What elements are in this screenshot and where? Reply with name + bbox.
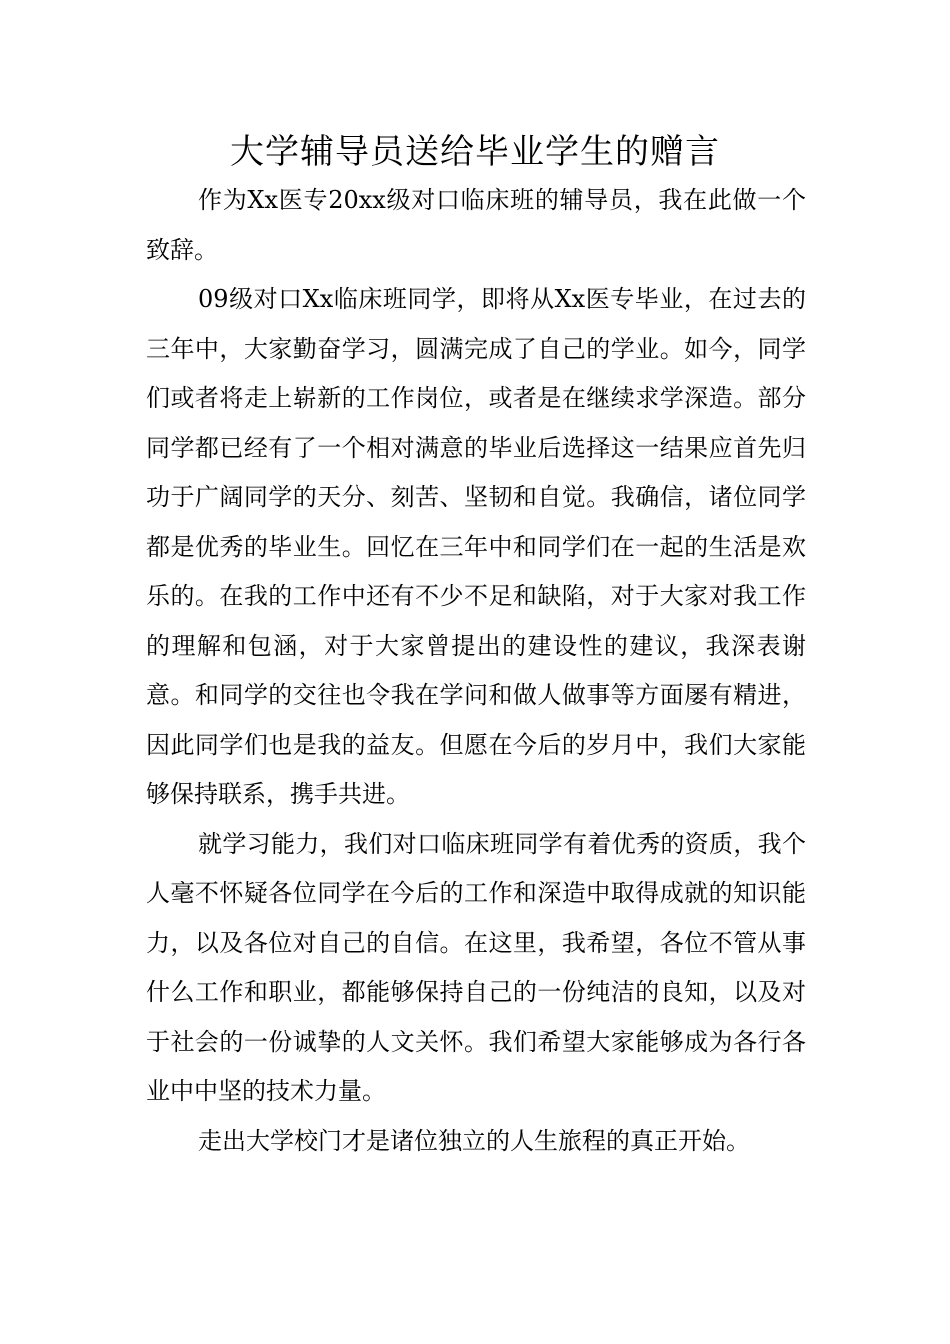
paragraph-farewell: 09级对口Xx临床班同学，即将从Xx医专毕业，在过去的三年中，大家勤奋学习，圆满完成了自己的学业。如今，同学们或者将走上崭新的工作岗位，或者是在继续求学深造。部分同学都已经有了一个相对满意的毕业后选择这一结果应首先归功于广阔同学的天分、刻苦、坚韧和自觉。我确信，诸位同学都是优秀的毕业生。回忆在三年中和同学们在一起的生活是欢乐的。在我的工作中还有不少不足和缺陷，对于大家对我工作的理解和包涵，对于大家曾提出的建设性的建议，我深表谢意。和同学的交往也令我在学问和做人做事等方面屡有精进，因此同学们也是我的益友。但愿在今后的岁月中，我们大家能够保持联系，携手共进。 [146, 285, 806, 808]
document-title: 大学辅导员送给毕业学生的赠言 [230, 132, 720, 172]
document-body [146, 176, 806, 1166]
paragraph-journey: 走出大学校门才是诸位独立的人生旅程的真正开始。 [198, 1126, 750, 1155]
paragraph-abilities: 就学习能力，我们对口临床班同学有着优秀的资质，我个人毫不怀疑各位同学在今后的工作和深造中取得成就的知识能力，以及各位对自己的自信。在这里，我希望，各位不管从事什么工作和职业，都能够保持自己的一份纯洁的良知，以及对于社会的一份诚挚的人文关怀。我们希望大家能够成为各行各业中中坚的技术力量。 [146, 829, 806, 1105]
paragraph-intro: 作为Xx医专20xx级对口临床班的辅导员，我在此做一个致辞。 [146, 186, 806, 264]
